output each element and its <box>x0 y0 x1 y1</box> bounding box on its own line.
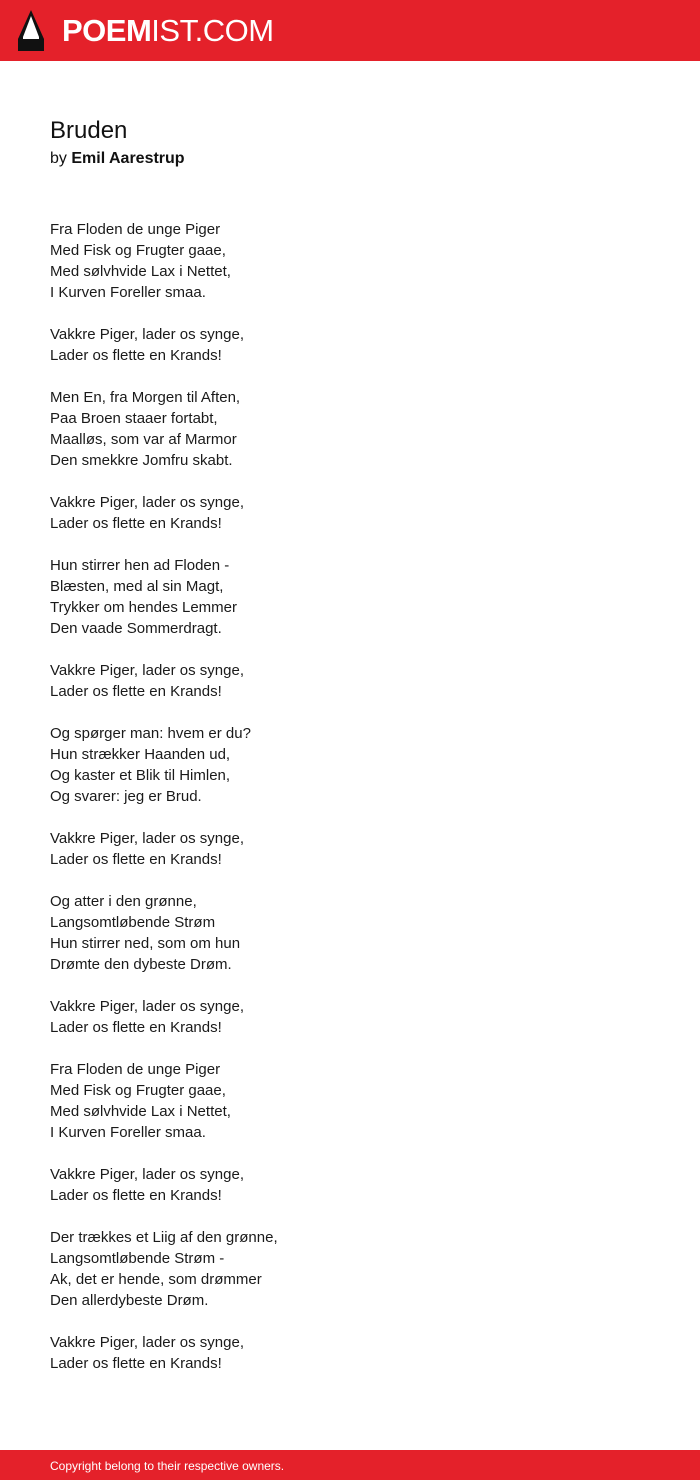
poem-line: Vakkre Piger, lader os synge, <box>50 1166 244 1183</box>
poem-line: Maalløs, som var af Marmor <box>50 431 237 448</box>
poem-stanza <box>50 996 650 1038</box>
poem-line: Men En, fra Morgen til Aften, <box>50 389 241 406</box>
brand-bold-text: POEM <box>62 13 152 48</box>
poem-line: Vakkre Piger, lader os synge, <box>50 662 244 679</box>
poem-line: I Kurven Foreller smaa. <box>50 284 206 301</box>
poem-line: Og kaster et Blik til Himlen, <box>50 767 231 784</box>
poem-line: Med Fisk og Frugter gaae, <box>50 242 226 259</box>
poem-stanza <box>50 492 650 534</box>
poem-stanza <box>50 387 650 471</box>
poem-stanza <box>50 219 650 303</box>
poem-line: Hun strækker Haanden ud, <box>50 746 231 763</box>
poem-line: Den smekkre Jomfru skabt. <box>50 452 233 469</box>
poem-line: Med sølvhvide Lax i Nettet, <box>50 1103 231 1120</box>
poem-line: Vakkre Piger, lader os synge, <box>50 830 244 847</box>
poem-line: Lader os flette en Krands! <box>50 515 222 532</box>
brand-light-text: IST.COM <box>151 13 274 48</box>
poem-stanza <box>50 324 650 366</box>
poem-line: Fra Floden de unge Piger <box>50 1061 221 1078</box>
poem-line: Vakkre Piger, lader os synge, <box>50 326 244 343</box>
poem-line: Hun stirrer hen ad Floden - <box>50 557 230 574</box>
poem-stanza <box>50 1164 650 1206</box>
poem-line: Ak, det er hende, som drømmer <box>50 1271 262 1288</box>
copyright-text: Copyright belong to their respective owners. <box>50 1459 285 1473</box>
poem-line: Lader os flette en Krands! <box>50 851 222 868</box>
poem-line: Vakkre Piger, lader os synge, <box>50 998 244 1015</box>
poem-line: Lader os flette en Krands! <box>50 683 222 700</box>
author-name: Emil Aarestrup <box>71 150 185 167</box>
pen-nib-icon[interactable] <box>18 10 44 51</box>
poem-line: Lader os flette en Krands! <box>50 1019 222 1036</box>
poem-line: Blæsten, med al sin Magt, <box>50 578 224 595</box>
poem-line: Der trækkes et Liig af den grønne, <box>50 1229 278 1246</box>
poem-line: Den vaade Sommerdragt. <box>50 620 222 637</box>
poem-title: Bruden <box>50 117 128 144</box>
poem-line: Med Fisk og Frugter gaae, <box>50 1082 226 1099</box>
poem-line: Lader os flette en Krands! <box>50 1187 222 1204</box>
poem-line: Langsomtløbende Strøm <box>50 914 216 931</box>
site-footer <box>0 1450 700 1480</box>
poem-stanza <box>50 723 650 807</box>
poem-stanza <box>50 555 650 639</box>
byline <box>50 148 185 170</box>
poem-line: Drømte den dybeste Drøm. <box>50 956 232 973</box>
poem-line: Lader os flette en Krands! <box>50 347 222 364</box>
poem-line: Lader os flette en Krands! <box>50 1355 222 1372</box>
poem-stanza <box>50 660 650 702</box>
poem-stanza <box>50 1332 650 1374</box>
poem-line: Og svarer: jeg er Brud. <box>50 788 202 805</box>
poem-line: Og spørger man: hvem er du? <box>50 725 251 742</box>
poem-line: Trykker om hendes Lemmer <box>50 599 238 616</box>
site-header <box>0 0 700 61</box>
poem-stanza <box>50 891 650 975</box>
poem-line: Den allerdybeste Drøm. <box>50 1292 209 1309</box>
poem-line: Hun stirrer ned, som om hun <box>50 935 241 952</box>
poem-stanza <box>50 1059 650 1143</box>
poem-line: Fra Floden de unge Piger <box>50 221 221 238</box>
by-label: by <box>50 150 67 167</box>
poem-stanza <box>50 828 650 870</box>
poem-stanza <box>50 1227 650 1311</box>
poem-line: Vakkre Piger, lader os synge, <box>50 1334 244 1351</box>
poem-line: Langsomtløbende Strøm - <box>50 1250 225 1267</box>
poem-line: Med sølvhvide Lax i Nettet, <box>50 263 231 280</box>
poem-line: Vakkre Piger, lader os synge, <box>50 494 244 511</box>
site-logo-text[interactable] <box>62 13 274 49</box>
poem-line: I Kurven Foreller smaa. <box>50 1124 206 1141</box>
poem-body <box>50 219 650 1395</box>
poem-line: Paa Broen staaer fortabt, <box>50 410 218 427</box>
poem-line: Og atter i den grønne, <box>50 893 197 910</box>
